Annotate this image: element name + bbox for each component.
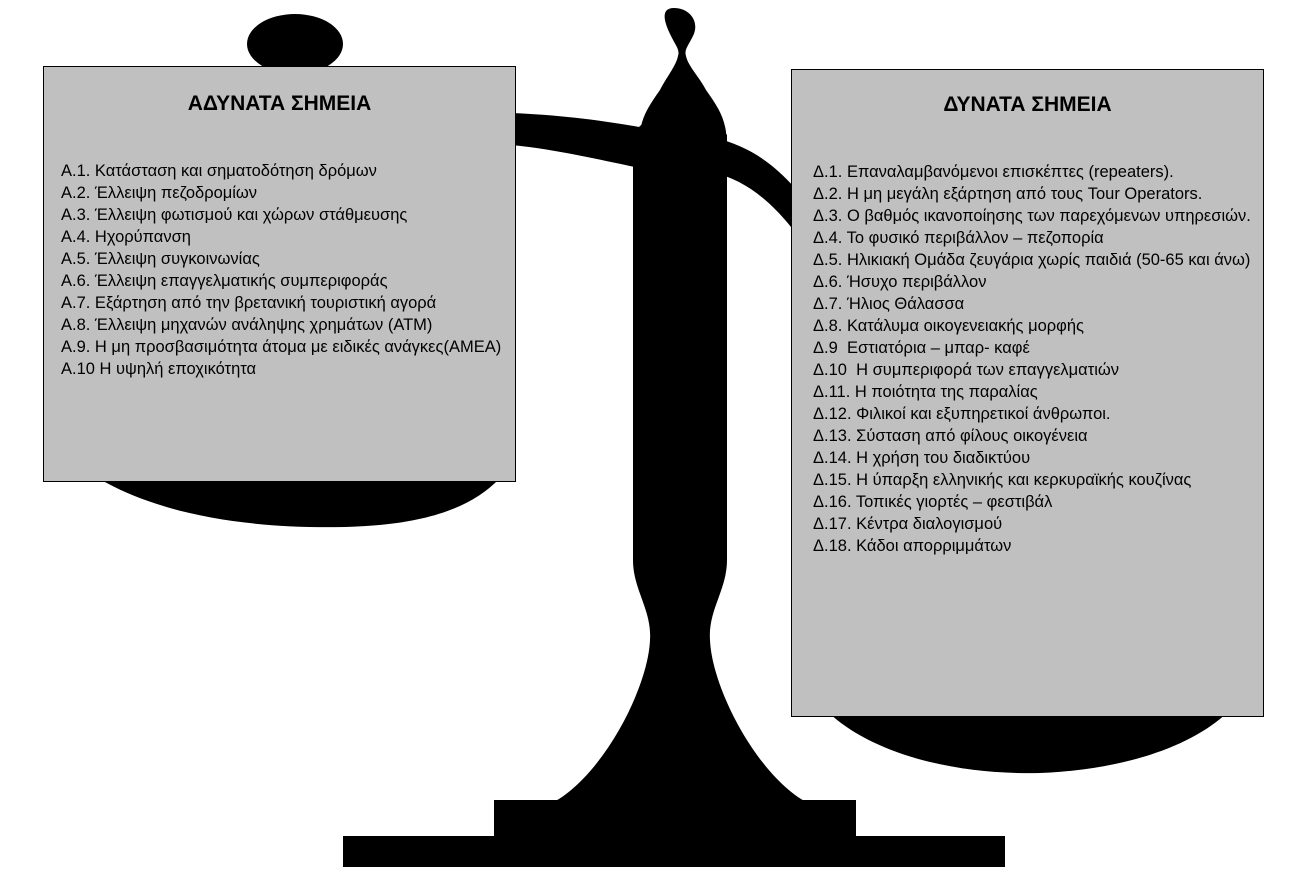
strength-item: Δ.16. Τοπικές γιορτές – φεστιβάλ [813, 493, 1053, 511]
weaknesses-list [61, 160, 505, 380]
weakness-item: Α.4. Ηχορύπανση [61, 228, 191, 246]
strength-item: Δ.13. Σύσταση από φίλους οικογένεια [813, 427, 1088, 445]
weaknesses-panel [43, 66, 516, 482]
strength-item: Δ.4. Το φυσικό περιβάλλον – πεζοπορία [813, 229, 1104, 247]
weakness-item: Α.7. Εξάρτηση από την βρετανική τουριστική αγορά [61, 294, 437, 312]
strengths-list [813, 161, 1259, 557]
weakness-item: Α.6. Έλλειψη επαγγελματικής συμπεριφοράς [61, 272, 388, 290]
strength-item: Δ.6. Ήσυχο περιβάλλον [813, 273, 987, 291]
strength-item: Δ.11. Η ποιότητα της παραλίας [813, 383, 1038, 401]
weaknesses-title: ΑΔΥΝΑΤΑ ΣΗΜΕΙΑ [187, 92, 372, 115]
weakness-item: Α.10 Η υψηλή εποχικότητα [61, 360, 257, 378]
left-pan-knob [247, 14, 343, 74]
weakness-item: Α.8. Έλλειψη μηχανών ανάληψης χρημάτων (ΑΤΜ) [61, 316, 433, 334]
strength-item: Δ.5. Ηλικιακή Ομάδα ζευγάρια χωρίς παιδιά (50-65 και άνω) [813, 251, 1251, 269]
strengths-title: ΔΥΝΑΤΑ ΣΗΜΕΙΑ [943, 93, 1112, 116]
strength-item: Δ.14. Η χρήση του διαδικτύου [813, 449, 1031, 467]
beam-left [512, 113, 645, 168]
strength-item: Δ.2. Η μη μεγάλη εξάρτηση από τους Tour Operators. [813, 185, 1203, 203]
strength-item: Δ.10 Η συμπεριφορά των επαγγελματιών [813, 361, 1120, 379]
weakness-item: Α.5. Έλλειψη συγκοινωνίας [61, 250, 260, 268]
weakness-item: Α.2. Έλλειψη πεζοδρομίων [61, 184, 258, 202]
base-plinth [343, 836, 1005, 867]
central-column [550, 110, 810, 804]
strength-item: Δ.17. Κέντρα διαλογισμού [813, 515, 1003, 533]
strength-item: Δ.8. Κατάλυμα οικογενειακής μορφής [813, 317, 1084, 335]
strength-item: Δ.3. Ο βαθμός ικανοποίησης των παρεχόμενων υπηρεσιών. [813, 207, 1251, 225]
weakness-item: Α.9. Η μη προσβασιμότητα άτομα με ειδικές ανάγκες(ΑΜΕΑ) [61, 338, 502, 356]
strengths-panel [791, 69, 1264, 717]
base-step [494, 800, 856, 842]
right-pan-bowl [828, 712, 1228, 773]
weakness-item: Α.3. Έλλειψη φωτισμού και χώρων στάθμευσης [61, 206, 408, 224]
strength-item: Δ.9 Εστιατόρια – μπαρ- καφέ [813, 339, 1030, 357]
strength-item: Δ.15. Η ύπαρξη ελληνικής και κερκυραϊκής κουζίνας [813, 471, 1192, 489]
strength-item: Δ.12. Φιλικοί και εξυπηρετικοί άνθρωποι. [813, 405, 1111, 423]
left-pan-bowl [98, 478, 500, 527]
strength-item: Δ.1. Επαναλαμβανόμενοι επισκέπτες (repeaters). [813, 163, 1174, 181]
strength-item: Δ.7. Ήλιος Θάλασσα [813, 295, 965, 313]
weakness-item: Α.1. Κατάσταση και σηματοδότηση δρόμων [61, 162, 377, 180]
strength-item: Δ.18. Κάδοι απορριμμάτων [813, 537, 1012, 555]
